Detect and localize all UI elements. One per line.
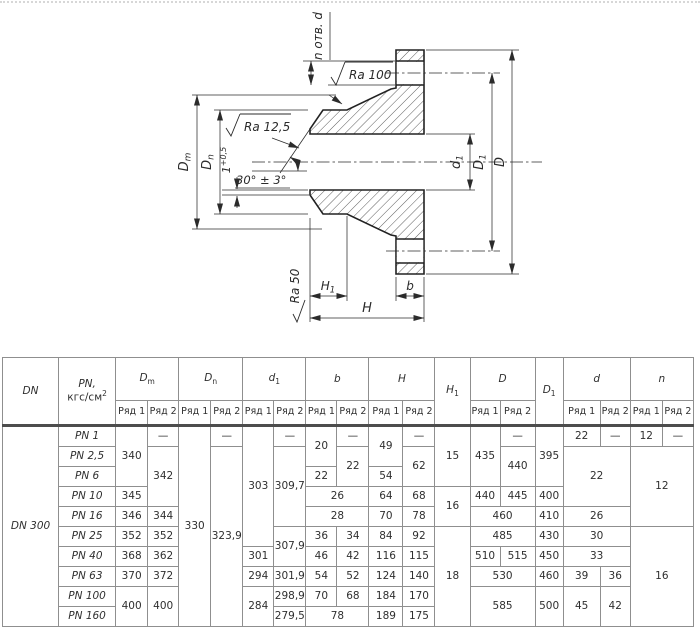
value-cell: 485 (470, 527, 535, 547)
value-cell: 430 (535, 527, 563, 547)
table-row (3, 426, 694, 447)
value-cell: 184 (369, 587, 403, 607)
pn-cell: PN 16 (59, 507, 116, 527)
value-cell: 585 (470, 587, 535, 627)
value-cell: 39 (563, 567, 600, 587)
b-label: b (406, 279, 414, 293)
pn-cell: PN 6 (59, 467, 116, 487)
pn-cell: PN 40 (59, 547, 116, 567)
subheader-cell: Ряд 1 (116, 401, 148, 426)
col-header-d1: $d_1$ (243, 358, 306, 401)
subheader-cell: Ряд 1 (630, 401, 662, 426)
pn-cell: PN 10 (59, 487, 116, 507)
dn-cell: DN 300 (3, 426, 59, 627)
value-cell: 116 (369, 547, 403, 567)
dn-label: Dn (200, 154, 217, 170)
dm-label: Dm (177, 152, 194, 172)
value-cell: 54 (306, 567, 337, 587)
value-cell: 175 (403, 607, 435, 627)
value-cell: 400 (535, 487, 563, 507)
value-cell: 189 (369, 607, 403, 627)
col-header-D1: $D_1$ (535, 358, 563, 426)
value-cell: — (211, 426, 243, 447)
value-cell: 22 (563, 426, 600, 447)
n-holes-label: n отв. d (311, 11, 325, 61)
value-cell: 352 (148, 527, 179, 547)
value-cell: 92 (403, 527, 435, 547)
value-cell: — (148, 426, 179, 447)
value-cell: 530 (470, 567, 535, 587)
value-cell: 294 (243, 567, 274, 587)
col-header-dn-hub: $D_n$ (179, 358, 243, 401)
value-cell: — (274, 426, 306, 447)
value-cell: 28 (306, 507, 369, 527)
value-cell: 500 (535, 587, 563, 627)
value-cell: 68 (403, 487, 435, 507)
value-cell: 460 (535, 567, 563, 587)
bevel-extension-line (280, 129, 310, 173)
ra50-label: Ra 50 (288, 268, 302, 304)
value-cell: 368 (116, 547, 148, 567)
D-label: D (493, 156, 508, 168)
value-cell: 170 (403, 587, 435, 607)
value-cell: 346 (116, 507, 148, 527)
pn-cell: PN 1 (59, 426, 116, 447)
value-cell: 372 (148, 567, 179, 587)
col-header-h: H (369, 358, 435, 401)
H-label: H (362, 301, 372, 316)
subheader-cell: Ряд 1 (369, 401, 403, 426)
col-header-b: b (306, 358, 369, 401)
value-cell: 362 (148, 547, 179, 567)
value-cell: 36 (306, 527, 337, 547)
drawing-labels (177, 12, 508, 316)
value-cell: 303 (243, 426, 274, 547)
subheader-cell: Ряд 2 (148, 401, 179, 426)
value-cell: 84 (369, 527, 403, 547)
d1-label: d1 (449, 155, 466, 169)
value-cell: 510 (470, 547, 500, 567)
dm-taper-leader (329, 95, 342, 104)
value-cell: 400 (116, 587, 148, 627)
dim-angle-arc (290, 157, 298, 171)
table-row (3, 527, 694, 547)
pn-cell: PN 160 (59, 607, 116, 627)
value-cell: 323,9 (211, 447, 243, 627)
value-cell: 279,5 (274, 607, 306, 627)
col-header-D: D (470, 358, 535, 401)
value-cell: — (600, 426, 630, 447)
ra125-leader (272, 138, 299, 148)
subheader-cell: Ряд 1 (470, 401, 500, 426)
value-cell: 42 (337, 547, 369, 567)
value-cell: 342 (148, 447, 179, 507)
subheader-cell: Ряд 1 (179, 401, 211, 426)
value-cell: 62 (403, 447, 435, 487)
subheader-cell: Ряд 1 (243, 401, 274, 426)
subheader-cell: Ряд 2 (211, 401, 243, 426)
value-cell: 284 (243, 587, 274, 627)
value-cell: 68 (337, 587, 369, 607)
value-cell: 30 (563, 527, 630, 547)
value-cell: 22 (306, 467, 337, 487)
value-cell: 440 (500, 447, 535, 487)
subheader-cell: Ряд 2 (403, 401, 435, 426)
land-label: $1^{+0,5}$ (219, 146, 233, 174)
col-header-dn: DN (3, 358, 59, 426)
value-cell: 49 (369, 426, 403, 467)
value-cell: 16 (435, 487, 470, 527)
value-cell: 26 (306, 487, 369, 507)
value-cell: 78 (306, 607, 369, 627)
value-cell: 70 (369, 507, 403, 527)
table-row (3, 567, 694, 587)
col-header-h1: $H_1$ (435, 358, 470, 426)
value-cell: 440 (470, 487, 500, 507)
col-header-d: d (563, 358, 630, 401)
value-cell: — (337, 426, 369, 447)
value-cell: 78 (403, 507, 435, 527)
value-cell: 460 (470, 507, 535, 527)
value-cell: 301,9 (274, 567, 306, 587)
D1-label: D1 (472, 154, 489, 170)
value-cell: 52 (337, 567, 369, 587)
ra100-label: Ra 100 (349, 68, 392, 82)
value-cell: 22 (337, 447, 369, 487)
value-cell: 18 (435, 527, 470, 627)
value-cell: — (662, 426, 693, 447)
value-cell: 309,7 (274, 447, 306, 527)
value-cell: 340 (116, 426, 148, 487)
H1-label: $H_1$ (320, 279, 336, 296)
value-cell: 26 (563, 507, 630, 527)
value-cell: 307,9 (274, 527, 306, 567)
value-cell: 12 (630, 426, 662, 447)
value-cell: 344 (148, 507, 179, 527)
value-cell: 45 (563, 587, 600, 627)
value-cell: 395 (535, 426, 563, 487)
value-cell: 12 (630, 447, 693, 527)
value-cell: 20 (306, 426, 337, 467)
value-cell: 42 (600, 587, 630, 627)
angle-label: 30° ± 3° (236, 173, 287, 187)
value-cell: 15 (435, 426, 470, 487)
value-cell: 22 (563, 447, 630, 507)
table-row (3, 447, 694, 467)
value-cell: 33 (563, 547, 630, 567)
value-cell: 70 (306, 587, 337, 607)
value-cell: 64 (369, 487, 403, 507)
table-row (3, 507, 694, 527)
value-cell: 352 (116, 527, 148, 547)
pn-cell: PN 100 (59, 587, 116, 607)
value-cell: 445 (500, 487, 535, 507)
value-cell: 435 (470, 426, 500, 487)
value-cell: 515 (500, 547, 535, 567)
value-cell: 34 (337, 527, 369, 547)
subheader-cell: Ряд 2 (337, 401, 369, 426)
value-cell: 16 (630, 527, 693, 627)
value-cell: 54 (369, 467, 403, 487)
value-cell: 410 (535, 507, 563, 527)
flange-dimensions-table (2, 357, 694, 627)
value-cell: — (403, 426, 435, 447)
col-header-pn: PN, кгс/$см^2$ (59, 358, 116, 426)
ra100-check-icon (331, 62, 345, 85)
value-cell: — (500, 426, 535, 447)
value-cell: 400 (148, 587, 179, 627)
value-cell: 370 (116, 567, 148, 587)
value-cell: 115 (403, 547, 435, 567)
table-row (3, 587, 694, 607)
pn-cell: PN 25 (59, 527, 116, 547)
value-cell: 301 (243, 547, 274, 567)
value-cell: 36 (600, 567, 630, 587)
table-row (3, 547, 694, 567)
value-cell: 345 (116, 487, 148, 507)
value-cell: 46 (306, 547, 337, 567)
value-cell: 140 (403, 567, 435, 587)
value-cell: 298,9 (274, 587, 306, 607)
pn-cell: PN 2,5 (59, 447, 116, 467)
ra125-check-icon (226, 114, 240, 136)
subheader-cell: Ряд 1 (563, 401, 600, 426)
subheader-cell: Ряд 2 (662, 401, 693, 426)
pn-cell: PN 63 (59, 567, 116, 587)
subheader-cell: Ряд 1 (306, 401, 337, 426)
ra125-label: Ra 12,5 (244, 120, 291, 134)
value-cell: 330 (179, 426, 211, 627)
subheader-cell: Ряд 2 (500, 401, 535, 426)
col-header-dm: $D_m$ (116, 358, 179, 401)
subheader-cell: Ряд 2 (600, 401, 630, 426)
value-cell: 124 (369, 567, 403, 587)
value-cell: 450 (535, 547, 563, 567)
subheader-cell: Ряд 2 (274, 401, 306, 426)
col-header-n: n (630, 358, 693, 401)
